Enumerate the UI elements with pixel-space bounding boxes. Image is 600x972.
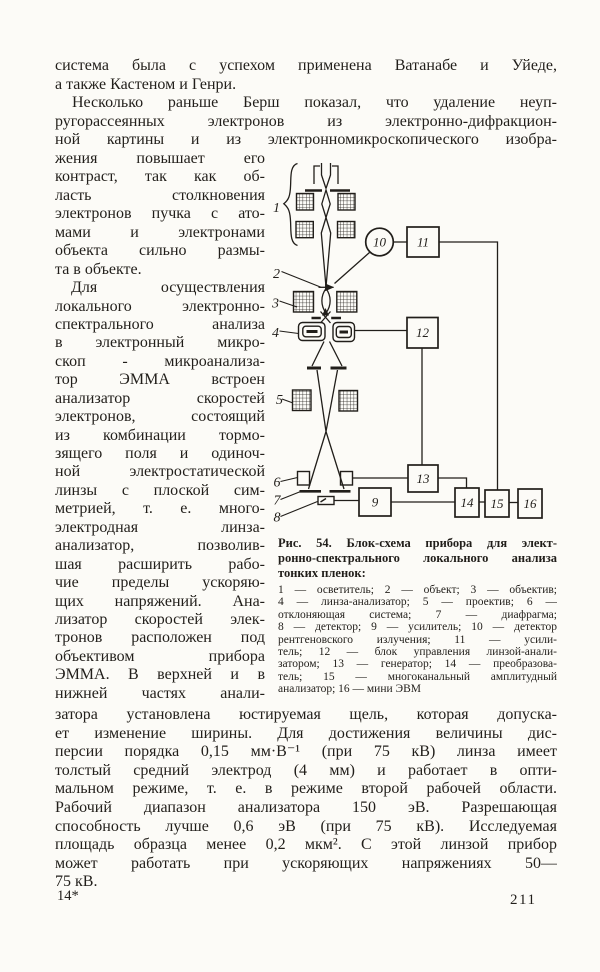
- text-line: 4 — линза-анализатор; 5 — проектив; 6 —: [278, 596, 557, 609]
- label-part-8: 8: [273, 510, 281, 526]
- text-line: Для осуществления: [71, 279, 265, 297]
- text-line: метрией, т. е. много-: [55, 500, 265, 518]
- text-line: тель; 12 — блок управления линзой-анали-: [278, 645, 557, 658]
- text-line: линзы с плоской сим-: [55, 481, 265, 499]
- wires: [334, 242, 518, 503]
- text-line: та в объекте.: [55, 260, 142, 278]
- text-line: объекта сильно размы-: [55, 242, 265, 260]
- label-part-4: 4: [272, 326, 279, 341]
- page-number: 211: [510, 892, 537, 908]
- figure-54-diagram: [265, 148, 563, 540]
- text-line: тонких пленок:: [278, 566, 366, 581]
- text-line: ронно-спектрального локального анализа: [278, 551, 557, 566]
- text-line: затора установлена юстируемая щель, которая допуска-: [55, 706, 557, 723]
- lens-analyzer: [299, 323, 355, 342]
- text-line: электронов пучка с ато-: [55, 205, 265, 223]
- text-line: щих напряжений. Ана-: [55, 592, 265, 610]
- label-block-16: 16: [523, 496, 537, 511]
- text-line: 75 кВ.: [55, 873, 98, 891]
- text-line: толстый средний электрод (4 мм) и работает в опти-: [55, 761, 557, 779]
- text-line: ной электростатической: [55, 463, 265, 481]
- text-line: персии порядка 0,15 мм·В⁻¹ (при 75 кВ) линза имеет: [55, 743, 557, 761]
- text-line: лизатор скоростей элек-: [55, 610, 265, 628]
- label-part-1: 1: [273, 201, 280, 216]
- text-line: тор ЭММА встроен: [55, 371, 265, 389]
- text-line: площадь образца менее 0,2 мкм². С этой линзой прибор: [55, 836, 557, 854]
- label-block-11: 11: [416, 234, 430, 250]
- text-line: Рабочий диапазон анализатора 150 эВ. Разрешающая: [55, 798, 557, 816]
- text-line: Рис. 54. Блок-схема прибора для элект-: [278, 536, 557, 550]
- text-line: электронов, состоящий: [55, 408, 265, 426]
- figure-legend: [278, 584, 557, 696]
- label-block-14: 14: [460, 495, 474, 510]
- text-line: может работать при ускоряющих напряжениях 50—: [55, 854, 557, 872]
- text-line: жения повышает его: [55, 150, 265, 167]
- text-line: тель; 15 — многоканальный амплитудный: [278, 670, 557, 683]
- text-line: спектрального анализа: [55, 315, 265, 333]
- deflection-system: [298, 472, 353, 486]
- text-line: локального электронно-: [55, 297, 265, 315]
- text-line: ет изменение ширины. Для достижения величины дис-: [55, 724, 557, 742]
- text-line: ругорассеянных электронов из электронно-дифракцион-: [55, 112, 557, 130]
- label-block-12: 12: [416, 325, 429, 340]
- text-line: шая расширить рабо-: [55, 555, 265, 573]
- beam-envelope-icon: [321, 190, 330, 287]
- text-line: тронов расположен под: [55, 629, 265, 647]
- text-line: затором; 13 — генератор; 14 — преобразова-: [278, 658, 557, 671]
- text-line: мами и электронами: [55, 223, 265, 241]
- text-line: из комбинации тормо-: [55, 426, 265, 444]
- paragraph-top: [55, 57, 557, 150]
- label-part-5: 5: [276, 393, 283, 408]
- electron-gun-icon: [305, 163, 350, 191]
- text-line: способность лучше 0,6 эВ (при 75 кВ). Исследуемая: [55, 817, 557, 835]
- signature-mark: 14*: [57, 888, 79, 904]
- text-line: зящего поля и одиноч-: [55, 445, 265, 462]
- label-part-6: 6: [273, 475, 281, 491]
- text-line: мальном режиме, т. е. в режиме второй рабочей области.: [55, 780, 557, 798]
- text-line: анализатор, позволив-: [55, 537, 265, 555]
- paragraph-bottom: [55, 706, 557, 892]
- label-block-10: 10: [373, 234, 386, 250]
- label-part-2: 2: [273, 267, 280, 282]
- detector: [318, 497, 334, 505]
- text-line: ной картины и из электронномикроскопического изобра-: [55, 131, 557, 149]
- figure-caption: [278, 536, 557, 582]
- text-line: скоп - микроанализа-: [55, 352, 265, 370]
- text-line: чие пределы ускоряю-: [55, 574, 265, 592]
- beam-envelope-lower: [309, 342, 345, 490]
- text-line: Несколько раньше Берш показал, что удаление неуп-: [72, 94, 557, 112]
- text-line: ЭММА. В верхней и в: [55, 666, 265, 684]
- text-line: 1 — осветитель; 2 — объект; 3 — объектив;: [278, 584, 557, 596]
- paragraph-left-column: [55, 150, 265, 703]
- projective-lens-blocks: [293, 390, 358, 411]
- text-line: электродная линза-: [55, 518, 265, 536]
- text-line: а также Кастеном и Генри.: [55, 75, 237, 93]
- text-line: система была с успехом применена Ватанабе и Уйеде,: [55, 57, 557, 74]
- label-block-15: 15: [490, 496, 504, 511]
- label-part-3: 3: [272, 296, 279, 312]
- text-line: 8 — детектор; 9 — усилитель; 10 — детектор: [278, 621, 557, 634]
- text-line: анализатор скоростей: [55, 389, 265, 407]
- text-line: ласть столкновения: [55, 186, 265, 204]
- label-part-7: 7: [273, 493, 281, 509]
- text-line: нижней частях анали-: [55, 684, 265, 702]
- text-line: контраст, так как об-: [55, 168, 265, 186]
- text-line: в электронный микро-: [55, 334, 265, 352]
- label-block-9: 9: [371, 494, 379, 510]
- label-block-13: 13: [416, 471, 430, 486]
- text-line: отклоняющая система; 7 — диафрагма;: [278, 608, 557, 621]
- text-line: рентгеновского излучения; 11 — усили-: [278, 633, 557, 646]
- text-line: анализатор; 16 — мини ЭВМ: [278, 683, 422, 696]
- text-line: объективом прибора: [55, 647, 265, 665]
